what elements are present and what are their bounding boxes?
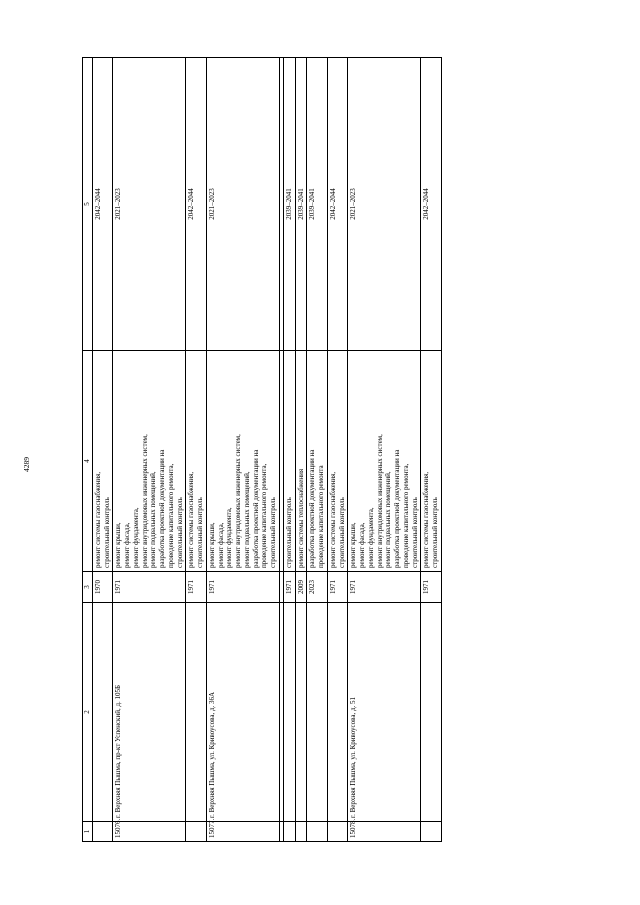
- works-cell: [113, 351, 186, 572]
- work-line: ремонт крыши,: [349, 522, 358, 568]
- row-number: 15076.: [113, 822, 186, 842]
- table-row: [307, 58, 328, 842]
- header-cell-4: 4: [83, 351, 93, 572]
- works-cell: [206, 351, 279, 572]
- row-number: 15077.: [206, 822, 279, 842]
- row-number: [327, 822, 348, 842]
- work-line: ремонт фасада,: [358, 522, 366, 568]
- work-line: строительный контроль: [175, 497, 184, 568]
- year-cell: 1971: [283, 572, 295, 603]
- work-line: ремонт фасада,: [216, 522, 225, 568]
- address-cell: [295, 603, 307, 822]
- works-cell: [186, 351, 207, 572]
- work-line: ремонт крыши,: [114, 522, 123, 568]
- header-cell-1: 1: [83, 822, 93, 842]
- work-line: ремонт подвальных помещений,: [242, 471, 251, 568]
- table-row: [186, 58, 207, 842]
- header-cell-3: 3: [83, 572, 93, 603]
- year-cell: 1971: [421, 572, 442, 603]
- row-number: [307, 822, 328, 842]
- period-cell: 2042–2044: [421, 58, 442, 351]
- period-cell: 2021–2023: [113, 58, 186, 351]
- header-cell-5: 5: [83, 58, 93, 351]
- work-line: ремонт подвальных помещений,: [149, 471, 158, 568]
- work-line: ремонт системы теплоснабжения: [296, 468, 305, 568]
- year-cell: 1970: [92, 572, 113, 603]
- work-line: ремонт фасада,: [123, 522, 131, 568]
- row-number: [92, 822, 113, 842]
- work-line: строительный контроль: [410, 497, 419, 568]
- works-cell: [307, 351, 328, 572]
- work-line: разработка проектной документации на: [158, 449, 166, 568]
- work-line: строительный контроль: [269, 497, 277, 568]
- table-row: [348, 58, 421, 842]
- address-cell: г. Верхняя Пышма, ул. Кривоусова, д. 36А: [206, 603, 279, 822]
- work-line: строительный контроль: [337, 497, 346, 568]
- table-body: [83, 58, 442, 842]
- work-line: разработка проектной документации на: [308, 449, 317, 568]
- page-number: 4289: [22, 457, 31, 472]
- works-cell: [283, 351, 295, 572]
- table-row: [113, 58, 186, 842]
- work-line: строительный контроль: [102, 497, 111, 568]
- year-cell: 1971: [113, 572, 186, 603]
- year-cell: 1971: [327, 572, 348, 603]
- work-line: ремонт системы газоснабжения,: [93, 471, 102, 568]
- header-cell-2: 2: [83, 603, 93, 822]
- repair-schedule-table: [82, 57, 442, 842]
- table-row: [327, 58, 348, 842]
- address-cell: [92, 603, 113, 822]
- header-row: [83, 58, 93, 842]
- table-row: [295, 58, 307, 842]
- address-cell: [186, 603, 207, 822]
- work-line: проведение капитального ремонта: [317, 465, 325, 568]
- period-cell: 2042–2044: [92, 58, 113, 351]
- work-line: ремонт внутридомовых инженерных систем,: [234, 434, 242, 568]
- address-cell: [421, 603, 442, 822]
- table-row: [206, 58, 279, 842]
- work-line: разработка проектной документации на: [251, 449, 260, 568]
- work-line: ремонт внутридомовых инженерных систем,: [375, 434, 384, 568]
- work-line: строительный контроль: [284, 497, 293, 568]
- works-cell: [92, 351, 113, 572]
- work-line: ремонт фундамента,: [131, 507, 140, 568]
- period-cell: 2042–2044: [327, 58, 348, 351]
- period-cell: 2039–2041: [295, 58, 307, 351]
- period-cell: 2039–2041: [307, 58, 328, 351]
- works-cell: [327, 351, 348, 572]
- table-row: [92, 58, 113, 842]
- address-cell: г. Верхняя Пышма, пр-кт Успенский, д. 105Б: [113, 603, 186, 822]
- period-cell: 2021–2023: [348, 58, 421, 351]
- row-number: [421, 822, 442, 842]
- works-cell: [348, 351, 421, 572]
- address-cell: [307, 603, 328, 822]
- works-cell: [421, 351, 442, 572]
- period-cell: 2039–2041: [283, 58, 295, 351]
- year-cell: 2023: [307, 572, 328, 603]
- address-cell: [327, 603, 348, 822]
- work-line: ремонт системы газоснабжения,: [187, 471, 196, 568]
- work-line: ремонт системы газоснабжения,: [328, 471, 337, 568]
- work-line: строительный контроль: [196, 497, 204, 568]
- period-cell: 2021–2023: [206, 58, 279, 351]
- work-line: проведение капитального ремонта,: [260, 463, 269, 568]
- address-cell: г. Верхняя Пышма, ул. Кривоусова, д. 51: [348, 603, 421, 822]
- row-number: 15078.: [348, 822, 421, 842]
- works-cell: [295, 351, 307, 572]
- work-line: ремонт системы газоснабжения,: [422, 471, 431, 568]
- table-row: [283, 58, 295, 842]
- work-line: разработка проектной документации на: [393, 449, 401, 568]
- year-cell: 1971: [186, 572, 207, 603]
- work-line: ремонт фундамента,: [366, 507, 375, 568]
- work-line: ремонт подвальных помещений,: [384, 471, 393, 568]
- address-cell: [283, 603, 295, 822]
- work-line: строительный контроль: [431, 497, 439, 568]
- year-cell: 1971: [348, 572, 421, 603]
- table-row: [421, 58, 442, 842]
- row-number: [283, 822, 295, 842]
- work-line: ремонт внутридомовых инженерных систем,: [140, 434, 149, 568]
- period-cell: 2042–2044: [186, 58, 207, 351]
- work-line: ремонт фундамента,: [225, 507, 234, 568]
- year-cell: 1971: [206, 572, 279, 603]
- work-line: проведение капитального ремонта,: [401, 463, 410, 568]
- work-line: проведение капитального ремонта,: [166, 463, 175, 568]
- work-line: ремонт крыши,: [207, 522, 216, 568]
- row-number: [295, 822, 307, 842]
- year-cell: 2009: [295, 572, 307, 603]
- row-number: [186, 822, 207, 842]
